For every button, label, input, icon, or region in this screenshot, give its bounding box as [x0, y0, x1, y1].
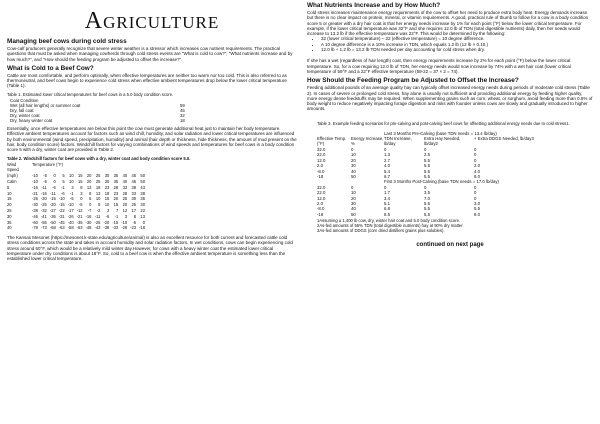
- windchill-value: -22: [58, 207, 65, 213]
- table-cell: 6.8: [384, 206, 390, 212]
- table-cell: 5.5: [424, 200, 430, 206]
- windchill-value: 20: [86, 178, 92, 184]
- temp-header: 10: [69, 173, 74, 179]
- windchill-value: -73: [40, 225, 47, 231]
- windchill-value: -46: [32, 213, 38, 219]
- table-cell: 32.0: [317, 184, 326, 190]
- heading-feeding: How Should the Feeding Program be Adjusted to Offset the Increase?: [307, 77, 519, 85]
- windchill-value: -55: [40, 219, 47, 225]
- windchill-value: 7: [115, 207, 119, 213]
- windchill-value: -25: [32, 196, 38, 202]
- temp-header: 45: [131, 173, 137, 179]
- windchill-value: -45: [58, 219, 65, 225]
- windchill-value: 8: [133, 213, 137, 219]
- windchill-value: 15: [77, 178, 83, 184]
- post-calving-rows: [317, 185, 534, 217]
- bullet-list: [307, 36, 593, 52]
- post-calving-label: First 3 Months Post-Calving (base TDN needs = 17.0 lb/day): [384, 179, 499, 185]
- temp-header: 35: [113, 173, 119, 179]
- table3: [317, 131, 534, 218]
- table-cell: 0: [474, 152, 477, 158]
- table-cell: -8.0: [317, 168, 325, 174]
- windchill-value: -30: [32, 202, 38, 208]
- windchill-value: 20: [122, 202, 128, 208]
- table-cell: 5.5: [424, 168, 430, 174]
- windchill-value: 0: [142, 219, 145, 225]
- windchill-value: 50: [140, 178, 145, 184]
- windchill-value: -26: [67, 213, 74, 219]
- table-cell: 8.5: [384, 211, 390, 217]
- windchill-value: -31: [58, 213, 65, 219]
- cold-paragraph: Cattle are most comfortable, and perform optimally, when effective temperatures are neither too warm nor too cold. This is also referred to as thermoneutral, and beef cows begin to experience cold stress when effective ambient temperatures drop below the lower critical temperature (Table 1).: [7, 72, 287, 89]
- windchill-value: 18: [95, 184, 101, 190]
- windchill-value: 15: [113, 202, 119, 208]
- table1-value: 32: [180, 112, 185, 118]
- table-cell: 1.7: [384, 190, 390, 196]
- windchill-value: -12: [76, 207, 83, 213]
- effective-paragraph: Essentially, once effective temperatures are below this point the cow must generate additional heat just to maintain her body temperature. Effective ambient temperatures account for factors such as wind chill, humidity, and solar radiation and lower critical temperatures are influenced by both environmental (wind speed, precipitation, humidity) and animal (hair depth or thickness, hide thickness, the amount of mud present on the hair, body condition score) factors. Windchill factors for varying combinations of wind speeds and temperatures for beef cows in a body condition score 5 with a dry, winter coat are provided in Table 2.: [7, 126, 297, 153]
- footnote: 2As-fed amounts of 56% TDN (total digestible nutrients) hay at 90% dry matter.: [317, 223, 464, 229]
- windchill-value: -11: [41, 184, 47, 190]
- windchill-value: 38: [140, 190, 145, 196]
- windchill-value: -20: [40, 196, 47, 202]
- table1-label: Wet (all hair lengths) or summer coat: [10, 102, 81, 108]
- windchill-value: -5: [132, 219, 137, 225]
- windchill-value: 28: [113, 184, 119, 190]
- windchill-value: 10: [95, 196, 101, 202]
- list-item: • 12.0 lb + 1.2 lb = 13.2 lb TDN needed per day accounting for cold stress when dry.: [321, 47, 593, 52]
- left-column: [7, 0, 297, 262]
- table-cell: -8.0: [317, 206, 325, 212]
- table1-label: Dry, fall coat: [10, 107, 34, 113]
- windchill-value: 13: [95, 190, 101, 196]
- table-cell: 3.0: [474, 200, 480, 206]
- windchill-value: -50: [49, 219, 56, 225]
- windchill-value: -48: [85, 225, 92, 231]
- wind-speed: 10: [7, 190, 12, 196]
- table-cell: 10: [351, 152, 356, 158]
- table-cell: 0: [424, 184, 427, 190]
- table-row: [7, 225, 148, 231]
- windchill-value: -35: [76, 219, 83, 225]
- table-cell: 50: [351, 211, 356, 217]
- temp-header: -10: [32, 173, 38, 179]
- windchill-value: -15: [49, 196, 56, 202]
- table1-value: 59: [180, 102, 185, 108]
- windchill-value: -15: [58, 202, 65, 208]
- heading-nutrients: What Nutrients Increase and by How Much?: [307, 2, 441, 9]
- table-cell: 0: [424, 146, 427, 152]
- windchill-value: 13: [140, 213, 145, 219]
- windchill-value: -23: [130, 225, 137, 231]
- table-cell: 12.0: [317, 157, 326, 163]
- windchill-value: -7: [87, 207, 92, 213]
- windchill-value: 15: [104, 196, 110, 202]
- windchill-value: 30: [140, 202, 145, 208]
- windchill-value: 0: [89, 202, 92, 208]
- temp-header: 50: [140, 173, 145, 179]
- mph-label: (mph): [7, 173, 18, 179]
- table-cell: 32.0: [317, 146, 326, 152]
- table-cell: 0: [474, 190, 477, 196]
- table-row: [317, 212, 534, 217]
- windchill-value: 30: [131, 196, 137, 202]
- table-cell: 0: [384, 184, 387, 190]
- table-cell: 30: [351, 163, 356, 169]
- table-cell: 40: [351, 168, 356, 174]
- table-cell: -18: [317, 211, 324, 217]
- table-cell: 20: [351, 157, 356, 163]
- table-cell: 2.0: [317, 163, 323, 169]
- windchill-value: -1: [114, 213, 119, 219]
- windchill-value: -18: [139, 225, 145, 231]
- windchill-value: -10: [32, 178, 38, 184]
- windchill-value: -10: [58, 196, 65, 202]
- wind-speed: 25: [7, 207, 12, 213]
- table3-caption: Table 3. Example feeding scenarios for pre-calving and post-calving beef cows for offsetting additional energy needs due to cold stress1.: [317, 120, 570, 126]
- table1-label: Dry, winter coat: [10, 112, 40, 118]
- windchill-value: 23: [113, 190, 119, 196]
- windchill-value: 25: [95, 178, 101, 184]
- windchill-value: -20: [103, 219, 110, 225]
- windchill-value: -38: [103, 225, 110, 231]
- table1: [10, 98, 185, 123]
- windchill-value: -78: [32, 225, 38, 231]
- table-cell: 5.5: [474, 206, 480, 212]
- col-header: Extra Hay Needed, lb/day2: [424, 136, 461, 147]
- windchill-value: -10: [67, 202, 74, 208]
- table-cell: 4.0: [474, 168, 480, 174]
- windchill-value: -53: [76, 225, 83, 231]
- windchill-value: -20: [49, 202, 56, 208]
- windchill-value: 2: [107, 207, 110, 213]
- windchill-value: 33: [131, 190, 137, 196]
- continued-notice: continued on next page: [416, 241, 484, 248]
- windchill-value: -58: [67, 225, 74, 231]
- windchill-value: -2: [96, 207, 101, 213]
- windchill-value: -30: [85, 219, 92, 225]
- temp-header: -5: [43, 173, 47, 179]
- windchill-value: -33: [112, 225, 119, 231]
- pre-calving-rows: [317, 147, 534, 179]
- windchill-value: 35: [140, 196, 145, 202]
- footnote: 3As-fed amounts of DDGS (corn dried distillers grains plus solubles).: [317, 227, 445, 233]
- windchill-value: -32: [40, 207, 47, 213]
- windchill-value: 3: [124, 213, 128, 219]
- windchill-value: -16: [85, 213, 92, 219]
- windchill-value: 22: [140, 207, 145, 213]
- wind-speed: 35: [7, 219, 12, 225]
- windchill-value: -1: [61, 184, 65, 190]
- table-cell: 3.4: [384, 195, 390, 201]
- windchill-value: 3: [71, 184, 74, 190]
- footnotes: [317, 219, 593, 234]
- table2: [7, 162, 148, 232]
- windchill-value: 28: [122, 190, 128, 196]
- table-cell: -18: [317, 173, 324, 179]
- windchill-value: -21: [32, 190, 38, 196]
- table-cell: 22.0: [317, 190, 326, 196]
- windchill-value: -25: [94, 219, 101, 225]
- wind-speed: Calm: [7, 178, 17, 184]
- windchill-value: 12: [122, 207, 128, 213]
- table-cell: 5.5: [424, 163, 430, 169]
- table-cell: 0: [474, 157, 477, 163]
- windchill-value: 38: [131, 184, 137, 190]
- wind-label: Wind: [7, 161, 17, 167]
- table-cell: 2.5: [424, 152, 430, 158]
- list-item: • 32 (lower critical temperature) – 22 (effective temperature) = 10 degree difference.: [321, 36, 593, 41]
- col-header: Energy Increase, %: [351, 136, 384, 147]
- table-cell: 4.0: [384, 163, 390, 169]
- windchill-value: -40: [67, 219, 74, 225]
- table-cell: 2.0: [474, 163, 480, 169]
- temp-header: 30: [104, 173, 110, 179]
- table-cell: 50: [351, 173, 356, 179]
- intro-paragraph: Cow-calf producers generally recognize that severe winter weather is a stressor which increases cow nutrient requirements. The practical questions that must be asked when managing cowherds through cold stress events are "What is cold to cow?", "What nutrients increase and by how much?", and "How should the feeding program be adjusted to offset the increase?".: [7, 46, 293, 62]
- windchill-value: -36: [49, 213, 56, 219]
- windchill-value: -5: [69, 196, 74, 202]
- temp-header: 25: [95, 173, 101, 179]
- windchill-value: -38: [32, 207, 38, 213]
- feeding-paragraph: Feeding additional pounds of an average quality hay can typically offset increased energy needs during periods of moderate cold stress (Table 3). In cases of severe or prolonged cold stress, hay alone is usually not sufficient and providing additional energy by feeding higher quality, more energy dense feedstuffs may be required. When supplementing grains such as corn, wheat, or sorghum, avoid feeding more than 0.5% of body weight to reduce negatively impacting forage digestion and risks with founder unless cows are slowly and gradually introduced to higher amounts.: [307, 85, 593, 112]
- windchill-value: -11: [50, 190, 56, 196]
- right-column: [307, 0, 593, 248]
- table2-body: [7, 179, 148, 231]
- windchill-value: 10: [69, 178, 74, 184]
- table-cell: 5.5: [424, 173, 430, 179]
- temp-header: 20: [86, 173, 92, 179]
- windchill-value: -16: [32, 184, 38, 190]
- windchill-value: -6: [61, 190, 65, 196]
- windchill-value: 13: [86, 184, 92, 190]
- table1-label: Dry, heavy winter coat: [10, 118, 53, 124]
- list-item: • A 10 degree difference is a 10% increase in TDN, which equals 1.2 lb (12 lb × 0.10.): [321, 42, 593, 47]
- table-cell: 6.7: [384, 173, 390, 179]
- table-cell: 8.0: [474, 211, 480, 217]
- windchill-value: 5: [98, 202, 101, 208]
- table-cell: 10: [351, 190, 356, 196]
- heading-what-is-cold: What is Cold to a Beef Cow?: [7, 64, 94, 72]
- windchill-value: 8: [80, 184, 83, 190]
- windchill-value: 17: [131, 207, 137, 213]
- windchill-value: -11: [94, 213, 101, 219]
- windchill-value: 5: [89, 196, 92, 202]
- mesonet-paragraph: The Kansas Mesonet (https://mesonet.k-state.edu/agriculture/animal) is also an excellent resource for both current and forecasted cattle cold stress conditions across the state and takes in account humidity and solar radiation factors. In wet conditions, cows can begin experiencing cold stress around 60°F, which would be a relatively mild winter day.However, for cows with a heavy winter coat the estimated lower critical temperature under dry conditions is about 18°F. So, cold to a beef cow is when the effective ambient temperature is something less than the established lower critical temperature.: [7, 235, 293, 262]
- table2-caption: Table 2. Windchill factors for beef cows with a dry, winter coat and body condition score 5.0.: [7, 155, 191, 161]
- windchill-value: -5: [43, 178, 47, 184]
- table1-header: Coat Condition: [10, 97, 39, 103]
- windchill-value: 3: [80, 190, 83, 196]
- windchill-value: 30: [104, 178, 110, 184]
- table-cell: 5.5: [424, 206, 430, 212]
- wet-paragraph: If she has a wet (regardless of hair length) coat, then energy requirements increase by 2% for each point (°F) below the lower critical temperature. So, for a cow requiring 12.0 lb of TDN, her energy needs would now increase by 74% with a wet hair coat (lower critical temperature of 59°F and a 22°F effective temperature (59-22 = 37 × 2 = 74).: [307, 58, 571, 74]
- windchill-value: -16: [40, 190, 47, 196]
- footnote: 1Assuming a 1,400 lb cow, dry, winter hair coat and 5.0 body condition score.: [317, 218, 461, 224]
- temp-header: 40: [122, 173, 128, 179]
- table-cell: 0: [474, 195, 477, 201]
- table-cell: 40: [351, 206, 356, 212]
- windchill-value: 40: [122, 178, 128, 184]
- table-cell: 6.0: [474, 173, 480, 179]
- table-cell: 0: [474, 146, 477, 152]
- table-cell: 12.0: [317, 195, 326, 201]
- table1-caption: Table 1. Estimated lower critical temperatures for beef cows in a 5.0 body condition score.: [7, 91, 174, 97]
- windchill-value: 18: [104, 190, 110, 196]
- speed-label: Speed: [7, 167, 19, 173]
- windchill-value: 43: [140, 184, 145, 190]
- table-cell: 2.7: [384, 157, 390, 163]
- table1-value: 18: [180, 118, 185, 124]
- windchill-value: -21: [76, 213, 83, 219]
- windchill-value: 23: [104, 184, 110, 190]
- nutrients-paragraph: Cold stress increases maintenance energy requirements of the cow to offset her need to produce extra body heat. Energy demands increase but there is no clear impact on protein, mineral, or vitamin requirements. A good, practical rule of thumb to follow for a cow in a body condition score 5 or greater with a dry hair coat is that her energy needs increase by 1% for each point (°F) below the lower critical temperature. For example, if the lower critical temperature was 32°F and she requires 12.0 lb of TDN (total digestible nutrients) daily, then her needs would increase to 13.2 lb if the effective temperature was 22°F. This would be determined by the following:: [307, 10, 589, 37]
- table-cell: 3.5: [424, 190, 430, 196]
- windchill-value: 45: [131, 178, 137, 184]
- windchill-value: 20: [113, 196, 119, 202]
- heading-managing-cows: Managing beef cows during cold stress: [7, 38, 127, 45]
- windchill-value: -6: [105, 213, 110, 219]
- table-cell: 5.5: [424, 157, 430, 163]
- wind-speed: 15: [7, 196, 12, 202]
- temp-header: 15: [77, 173, 83, 179]
- windchill-value: -1: [69, 190, 74, 196]
- temperature-label: Temperature (°F): [32, 161, 63, 167]
- col-header: + Extra DDGS Needed, lb/day3: [474, 136, 534, 142]
- windchill-value: -43: [94, 225, 101, 231]
- windchill-value: -68: [49, 225, 56, 231]
- windchill-value: -60: [32, 219, 38, 225]
- table-cell: 1.3: [384, 152, 390, 158]
- windchill-value: -5: [78, 202, 83, 208]
- table-cell: 5.4: [384, 168, 390, 174]
- table-cell: 0: [384, 146, 387, 152]
- windchill-value: 33: [122, 184, 128, 190]
- windchill-value: -17: [67, 207, 74, 213]
- windchill-value: 10: [104, 202, 110, 208]
- windchill-value: 25: [122, 196, 128, 202]
- table-cell: 5.5: [424, 211, 430, 217]
- table-row: [10, 118, 185, 123]
- windchill-value: -41: [40, 213, 47, 219]
- windchill-value: -15: [112, 219, 119, 225]
- windchill-value: 25: [131, 202, 137, 208]
- wind-speed: 40: [7, 225, 12, 231]
- table-cell: 0: [351, 184, 354, 190]
- windchill-value: -10: [121, 219, 128, 225]
- col-header: Effective Temp. (°F): [317, 136, 347, 147]
- table-cell: 7.0: [424, 195, 430, 201]
- windchill-value: 5: [62, 178, 65, 184]
- pre-calving-label: Last 3 Months Pre-Calving (base TDN needs = 13.4 lb/day): [384, 130, 497, 136]
- wind-speed: 30: [7, 213, 12, 219]
- table-cell: 22.0: [317, 152, 326, 158]
- table-cell: 30: [351, 200, 356, 206]
- windchill-value: 0: [80, 196, 83, 202]
- windchill-value: 0: [53, 178, 56, 184]
- table-cell: 2.0: [317, 200, 323, 206]
- windchill-value: -27: [49, 207, 56, 213]
- temp-header: 5: [62, 173, 65, 179]
- wind-speed: 20: [7, 202, 12, 208]
- windchill-value: -25: [40, 202, 47, 208]
- page-title: Agriculture: [84, 8, 220, 34]
- table-cell: 0: [351, 146, 354, 152]
- col-header: TDN Increase, lb/day: [384, 136, 412, 147]
- table-cell: 0: [474, 184, 477, 190]
- windchill-value: -6: [52, 184, 56, 190]
- windchill-value: 8: [89, 190, 92, 196]
- windchill-value: -63: [58, 225, 65, 231]
- windchill-value: -28: [121, 225, 128, 231]
- table-cell: 5.1: [384, 200, 390, 206]
- wind-speed: 5: [7, 184, 10, 190]
- table-cell: 20: [351, 195, 356, 201]
- table1-value: 45: [180, 107, 185, 113]
- temp-header: 0: [53, 173, 56, 179]
- windchill-value: 35: [113, 178, 119, 184]
